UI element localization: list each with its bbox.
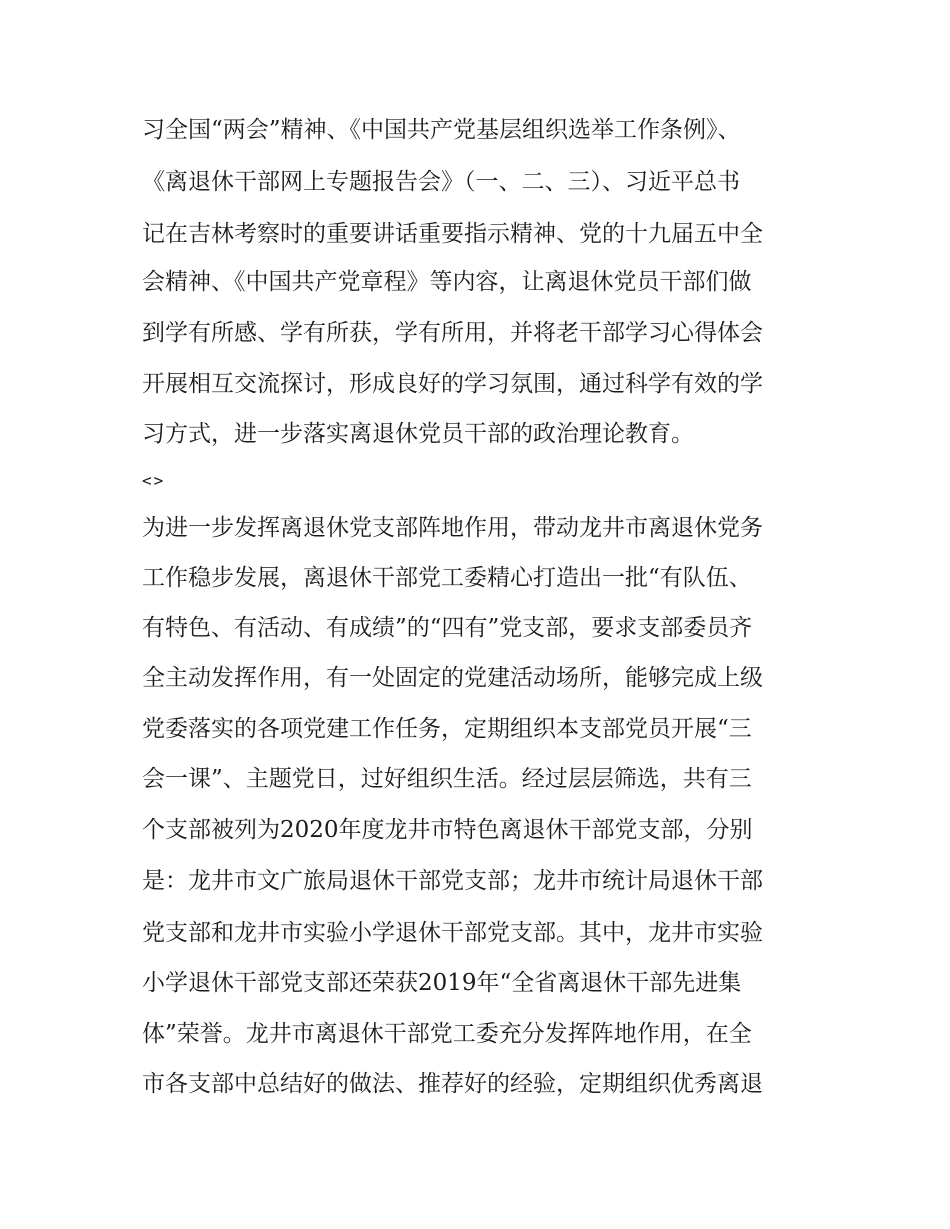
paragraph-line: 《离退休干部网上专题报告会》（一、二、三）、习近平总书 (142, 169, 740, 195)
paragraph-line: 小学退休干部党支部还荣获2019年“全省离退休干部先进集 (142, 970, 742, 996)
paragraph-line: 会精神、《中国共产党章程》等内容，让离退休党员干部们做 (142, 269, 752, 295)
paragraph-line: 习全国“两会”精神、《中国共产党基层组织选举工作条例》、 (142, 117, 741, 143)
paragraph-line: 习方式，进一步落实离退休党员干部的政治理论教育。 (142, 421, 694, 447)
paragraph-line: 个支部被列为2020年度龙井市特色离退休干部党支部，分别 (142, 817, 753, 843)
paragraph-line: 记在吉林考察时的重要讲话重要指示精神、党的十九届五中全 (142, 221, 763, 247)
paragraph-line: 全主动发挥作用，有一处固定的党建活动场所，能够完成上级 (142, 665, 763, 691)
paragraph-line: 工作稳步发展，离退休干部党工委精心打造出一批“有队伍、 (142, 565, 752, 591)
paragraph-line: 会一课”、主题党日，过好组织生活。经过层层筛选，共有三 (142, 766, 752, 792)
paragraph-line: 为进一步发挥离退休党支部阵地作用，带动龙井市离退休党务 (142, 515, 763, 541)
paragraph-line: 开展相互交流探讨，形成良好的学习氛围，通过科学有效的学 (142, 371, 763, 397)
paragraph-line: 党委落实的各项党建工作任务，定期组织本支部党员开展“三 (142, 716, 752, 742)
paragraph-line: 是：龙井市文广旅局退休干部党支部；龙井市统计局退休干部 (142, 868, 763, 894)
paragraph-line: 党支部和龙井市实验小学退休干部党支部。其中，龙井市实验 (142, 920, 763, 946)
paragraph-line: 到学有所感、学有所获，学有所用，并将老干部学习心得体会 (142, 320, 763, 346)
section-separator: <> (142, 471, 166, 490)
paragraph-line: 市各支部中总结好的做法、推荐好的经验，定期组织优秀离退 (142, 1071, 763, 1097)
paragraph-line: 体”荣誉。龙井市离退休干部党工委充分发挥阵地作用，在全 (142, 1021, 752, 1047)
paragraph-line: 有特色、有活动、有成绩”的“四有”党支部，要求支部委员齐 (142, 615, 753, 641)
